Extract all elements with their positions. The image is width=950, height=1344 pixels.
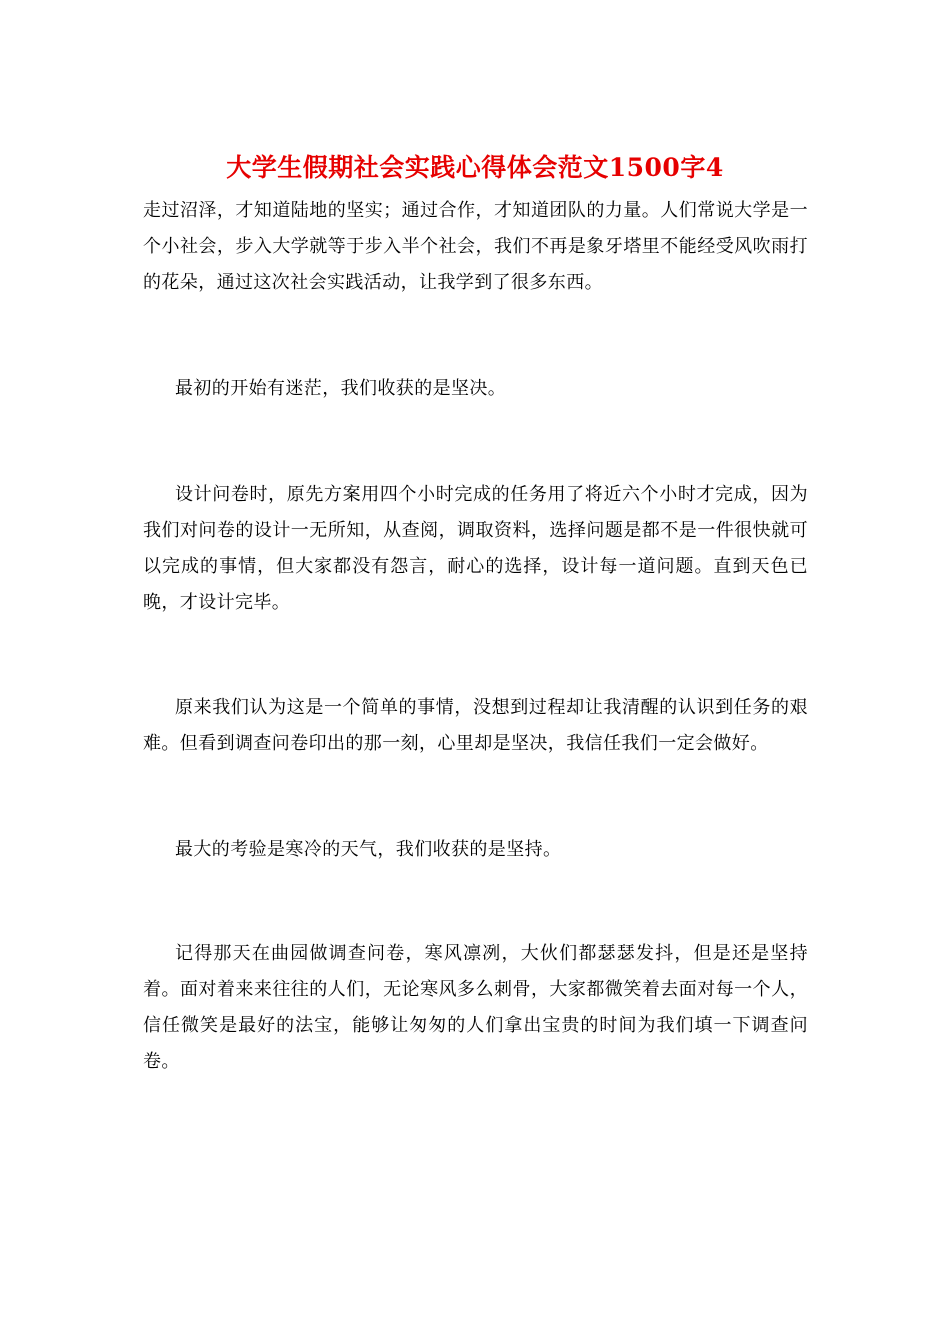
paragraph-cold-weather: 最大的考验是寒冷的天气，我们收获的是坚持。 — [175, 839, 562, 860]
paragraph-task-difficulty: 原来我们认为这是一个简单的事情，没想到过程却让我清醒的认识到任务的艰难。但看到调查问卷印出的那一刻，心里却是坚决，我信任我们一定会做好。 — [143, 697, 808, 754]
paragraph-survey-day: 记得那天在曲园做调查问卷，寒风凛冽，大伙们都瑟瑟发抖，但是还是坚持着。面对着来来往往的人们，无论寒风多么刺骨，大家都微笑着去面对每一个人，信任微笑是最好的法宝，能够让匆匆的人们拿出宝贵的时间为我们填一下调查问卷。 — [143, 943, 808, 1072]
paragraph-confusion-determination: 最初的开始有迷茫，我们收获的是坚决。 — [175, 378, 507, 399]
document-title: 大学生假期社会实践心得体会范文1500字4 — [226, 153, 724, 182]
paragraph-intro: 走过沼泽，才知道陆地的坚实；通过合作，才知道团队的力量。人们常说大学是一个小社会，步入大学就等于步入半个社会，我们不再是象牙塔里不能经受风吹雨打的花朵，通过这次社会实践活动，让我学到了很多东西。 — [143, 200, 808, 293]
paragraph-questionnaire-design: 设计问卷时，原先方案用四个小时完成的任务用了将近六个小时才完成，因为我们对问卷的设计一无所知，从查阅，调取资料，选择问题是都不是一件很快就可以完成的事情，但大家都没有怨言，耐心的选择，设计每一道问题。直到天色已晚，才设计完毕。 — [143, 484, 808, 613]
